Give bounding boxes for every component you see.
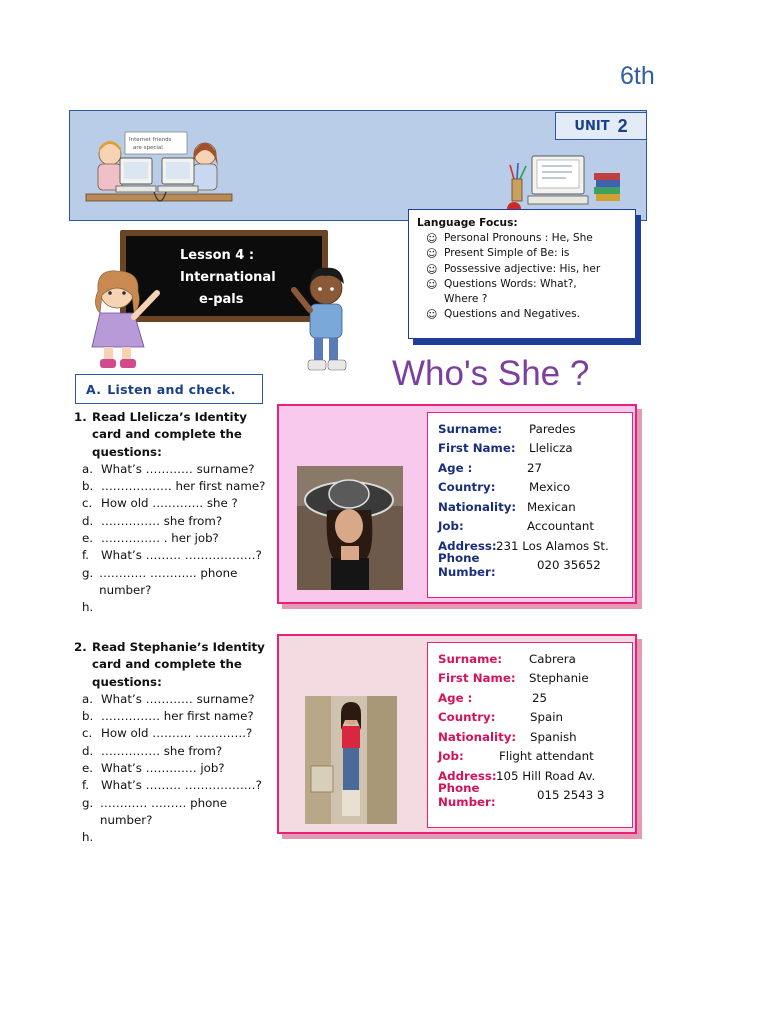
language-focus-item: ☺ Present Simple of Be: is xyxy=(426,247,570,261)
field-row: Nationality: Spanish xyxy=(438,729,577,744)
language-focus-box xyxy=(408,209,636,339)
identity-card-llelicza xyxy=(277,404,637,604)
boy-illustration xyxy=(288,262,363,377)
question-item: h. xyxy=(82,830,94,845)
exercise-1-heading-line3: questions: xyxy=(92,444,162,459)
exercise-2-heading-line2: card and complete the xyxy=(92,657,242,672)
exercise-2 xyxy=(74,639,274,847)
smiley-icon: ☺ xyxy=(426,277,438,291)
stephanie-photo xyxy=(305,696,397,824)
field-row: Age : 25 xyxy=(438,690,548,705)
field-row: Age : 27 xyxy=(438,460,543,475)
question-item: f. What’s ……… ………………? xyxy=(82,778,262,793)
field-row: Job: Accountant xyxy=(438,519,594,534)
exercise-1-heading-line1: Read Llelicza’s Identity xyxy=(92,410,247,424)
language-focus-title: Language Focus: xyxy=(417,217,518,229)
llelicza-info-panel xyxy=(427,412,633,598)
smiley-icon: ☺ xyxy=(426,308,438,322)
smiley-icon: ☺ xyxy=(426,232,438,246)
language-focus-item: ☺ Questions Words: What?, Where ? xyxy=(426,277,627,307)
question-item: b. …………… her first name? xyxy=(82,709,254,724)
question-item: g. ………… ………... phone number? xyxy=(82,565,238,597)
language-focus-list xyxy=(417,231,627,322)
field-row: Job: Flight attendant xyxy=(438,749,594,764)
field-row: Surname: Paredes xyxy=(438,421,576,436)
field-row: First Name: Llelicza xyxy=(438,441,573,456)
page-title: Who's She ? xyxy=(392,354,590,393)
field-row: Surname: Cabrera xyxy=(438,651,576,666)
exercise-2-heading-line3: questions: xyxy=(92,674,162,689)
question-item: c. How old ………. ………….? xyxy=(82,726,253,741)
question-item: a. What’s ………… surname? xyxy=(82,461,255,476)
question-item: d. …………… she from? xyxy=(82,513,223,528)
question-item: b. ……………… her first name? xyxy=(82,479,266,494)
field-row: Phone Number: 020 35652 xyxy=(438,551,601,580)
question-item: g. ………… ……… phone number? xyxy=(82,795,228,827)
exercise-2-heading-line1: Read Stephanie’s Identity xyxy=(92,640,265,654)
unit-label: UNIT xyxy=(574,118,610,134)
svg-text:Internet friends: Internet friends xyxy=(129,137,172,143)
lesson-title-line2: e-pals xyxy=(199,292,244,307)
girl-illustration xyxy=(82,265,167,375)
question-item: c. How old …………. she ? xyxy=(82,496,238,511)
language-focus-item: ☺ Personal Pronouns : He, She xyxy=(426,232,593,246)
stephanie-info-panel xyxy=(427,642,633,828)
section-a-heading xyxy=(75,374,263,404)
exercise-1-number: 1. xyxy=(74,410,87,424)
unit-number: 2 xyxy=(617,115,628,136)
exercise-1-heading-line2: card and complete the xyxy=(92,427,242,442)
kids-at-computers-illustration xyxy=(80,126,240,218)
exercise-1 xyxy=(74,409,274,617)
question-item: d. …………… she from? xyxy=(82,743,223,758)
field-row: First Name: Stephanie xyxy=(438,671,589,686)
llelicza-photo xyxy=(297,466,403,590)
section-a-letter: A. xyxy=(86,381,102,397)
lesson-number: Lesson 4 : xyxy=(180,248,255,263)
question-item: e. What’s …………. job? xyxy=(82,761,225,776)
svg-text:are special: are special xyxy=(133,145,163,151)
identity-card-stephanie xyxy=(277,634,637,834)
exercise-2-questions xyxy=(74,691,274,847)
language-focus-item: ☺ Questions and Negatives. xyxy=(426,308,580,322)
field-row: Address: 231 Los Alamos St. xyxy=(438,538,609,553)
exercise-2-number: 2. xyxy=(74,640,87,654)
question-item: e. …………… . her job? xyxy=(82,531,219,546)
field-row: Phone Number: 015 2543 3 xyxy=(438,781,605,810)
section-a-text: Listen and check. xyxy=(107,381,236,397)
field-row: Address: 105 Hill Road Av. xyxy=(438,768,596,783)
smiley-icon: ☺ xyxy=(426,247,438,261)
question-item: a. What’s ………… surname? xyxy=(82,691,255,706)
unit-badge xyxy=(555,112,647,140)
grade-label: 6th xyxy=(620,62,655,90)
field-row: Country: Mexico xyxy=(438,480,571,495)
language-focus-item: ☺ Possessive adjective: His, her xyxy=(426,262,601,276)
lesson-title-line1: International xyxy=(180,270,276,285)
question-item: h. xyxy=(82,600,94,615)
field-row: Country: Spain xyxy=(438,710,563,725)
language-focus-continuation: Where ? xyxy=(444,293,488,306)
field-row: Nationality: Mexican xyxy=(438,499,576,514)
question-item: f. What’s ……… ………………? xyxy=(82,548,262,563)
smiley-icon: ☺ xyxy=(426,262,438,276)
exercise-1-questions xyxy=(74,461,274,617)
